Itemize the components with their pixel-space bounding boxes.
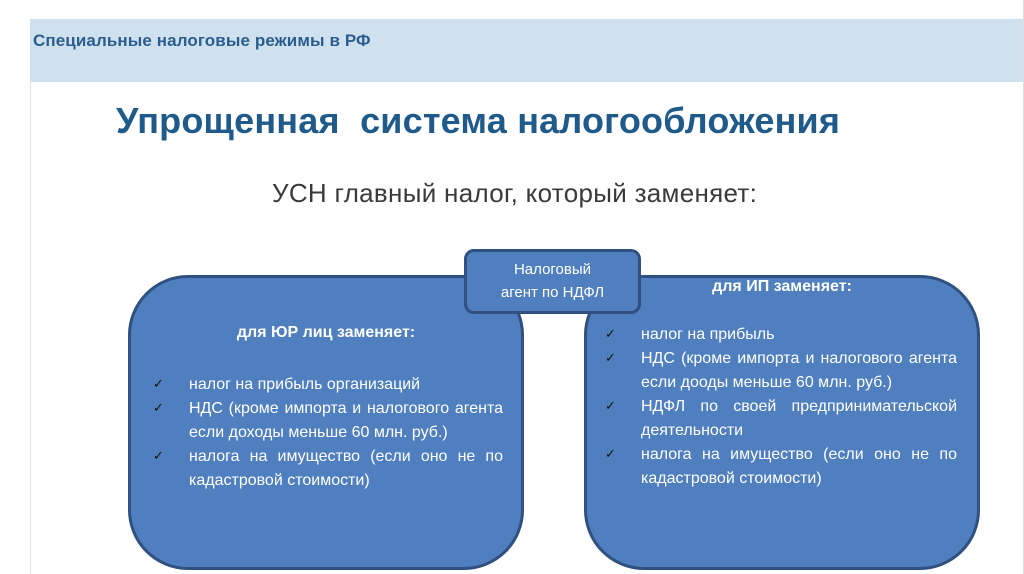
checkmark-icon: ✓	[605, 399, 616, 414]
tax-agent-line-1: Налоговый	[513, 261, 592, 278]
checkmark-icon: ✓	[605, 447, 616, 462]
checkmark-icon: ✓	[153, 377, 164, 392]
list-item	[153, 445, 503, 493]
tax-agent-box	[464, 249, 641, 314]
page-subtitle: УСН главный налог, который заменяет:	[272, 178, 758, 208]
sole-proprietor-list	[605, 323, 957, 491]
list-item	[153, 373, 503, 397]
list-item-text: налог на прибыль организаций	[189, 376, 421, 393]
list-item-text: НДС (кроме импорта и налогового агента если дооды меньше 60 млн. руб.)	[641, 350, 957, 391]
list-item-text: НДС (кроме импорта и налогового агента если доходы меньше 60 млн. руб.)	[189, 400, 503, 441]
list-item	[605, 395, 957, 443]
tax-agent-line-2: агент по НДФЛ	[500, 284, 605, 301]
list-item-text: налог на прибыль	[641, 326, 775, 343]
checkmark-icon: ✓	[153, 449, 164, 464]
list-item-text: налога на имущество (если оно не по кадастровой стоимости)	[641, 446, 957, 487]
sole-proprietor-box	[584, 275, 980, 570]
checkmark-icon: ✓	[605, 327, 616, 342]
list-item	[605, 347, 957, 395]
checkmark-icon: ✓	[605, 351, 616, 366]
list-item-text: НДФЛ по своей предпринимательской деятельности	[641, 398, 957, 439]
header-title: Специальные налоговые режимы в РФ	[33, 31, 371, 50]
legal-entities-heading: для ЮР лиц заменяет:	[236, 324, 416, 341]
left-rule	[30, 82, 31, 574]
list-item	[605, 443, 957, 491]
legal-entities-list	[153, 373, 503, 493]
list-item	[153, 397, 503, 445]
page-title: Упрощенная система налогообложения	[116, 100, 841, 141]
checkmark-icon: ✓	[153, 401, 164, 416]
list-item-text: налога на имущество (если оно не по кадастровой стоимости)	[189, 448, 503, 489]
legal-entities-box	[128, 275, 524, 570]
list-item	[605, 323, 957, 347]
sole-proprietor-heading: для ИП заменяет:	[712, 278, 852, 295]
